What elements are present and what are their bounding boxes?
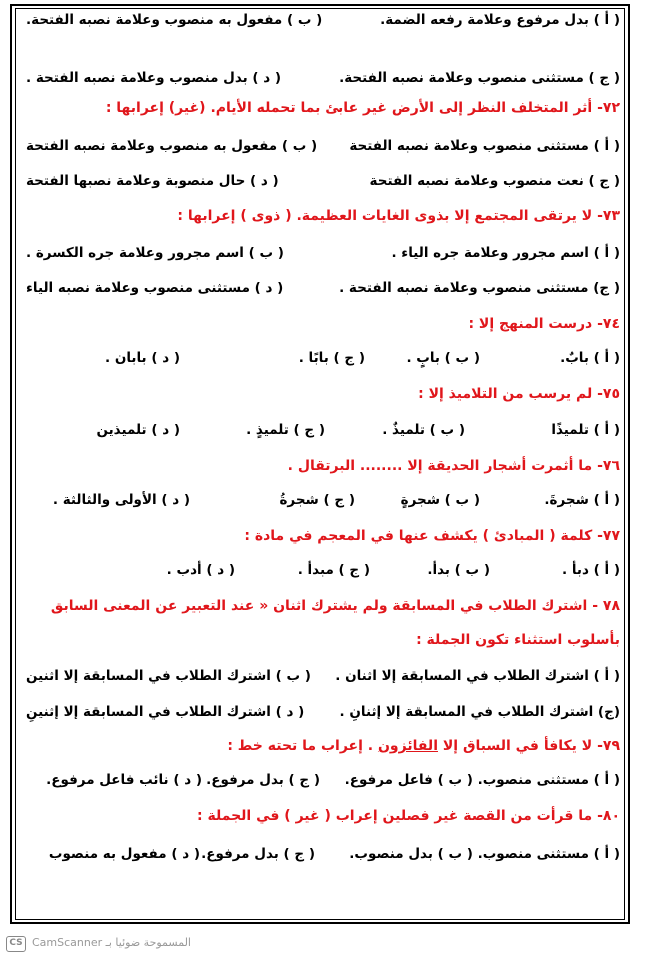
question-76: ٧٦- ما أثمرت أشجار الحديقة إلا ........ البرتقال .	[287, 458, 620, 474]
option-d: ( د ) نائب فاعل مرفوع.	[46, 772, 202, 788]
option-c: ( ج ) شجرةُ	[279, 492, 355, 508]
option-c: ( ج ) نعت منصوب وعلامة نصبه الفتحة	[369, 173, 620, 189]
question-72: ٧٢- أثر المتخلف النظر إلى الأرض غير عابئ بما تحمله الأيام. (غير) إعرابها :	[105, 100, 620, 116]
q71-options-row-1	[26, 12, 620, 28]
option-b: ( ب ) تلميذٌ .	[382, 422, 465, 438]
option-d: ( د ) تلميذين	[96, 422, 180, 438]
option-d: ( د ) أدب .	[166, 562, 235, 578]
q78-options-row-2	[26, 704, 620, 720]
option-b: ( ب ) شجرةٍ	[400, 492, 480, 508]
option-a: ( أ ) بابٌ.	[560, 350, 620, 366]
q73-options-row-2	[26, 280, 620, 296]
option-d: ( د ) اشترك الطلاب في المسابقة إلا إثنينِ	[26, 704, 305, 720]
question-73: ٧٣- لا يرتقى المجتمع إلا بذوى الغايات العظيمة. ( ذوى ) إعرابها :	[177, 208, 620, 224]
option-a: ( أ ) شجرةَ.	[544, 492, 620, 508]
option-a: ( أ ) بدل مرفوع وعلامة رفعه الضمة.	[380, 12, 620, 28]
option-a: ( أ ) مستثنى منصوب وعلامة نصبه الفتحة	[349, 138, 620, 154]
option-c: ( ج ) مستثنى منصوب وعلامة نصبه الفتحة.	[339, 70, 620, 86]
question-75: ٧٥- لم يرسب من التلاميذ إلا :	[418, 386, 620, 402]
question-74: ٧٤- درست المنهج إلا :	[468, 316, 620, 332]
option-b: ( ب ) مفعول به منصوب وعلامة نصبه الفتحة.	[26, 12, 323, 28]
option-d: ( د ) بابان .	[105, 350, 180, 366]
option-a: ( أ ) تلميذًا	[551, 422, 620, 438]
question-78-cont: بأسلوب استثناء تكون الجملة :	[416, 632, 620, 648]
q72-options-row-2	[26, 173, 620, 189]
option-b: ( ب ) مفعول به منصوب وعلامة نصبه الفتحة	[26, 138, 318, 154]
option-a: ( أ ) اشترك الطلاب في المسابقة إلا اثنان .	[335, 668, 620, 684]
option-a: ( أ ) اسم مجرور وعلامة جره الياء .	[391, 245, 620, 261]
option-d: ( د ) مستثنى منصوب وعلامة نصبه الياء	[26, 280, 284, 296]
option-b: ( ب ) بابٍ .	[406, 350, 480, 366]
q78-options-row-1	[26, 668, 620, 684]
option-c: ( ج ) بدل مرفوع.	[206, 772, 320, 788]
q73-options-row-1	[26, 245, 620, 261]
question-77: ٧٧- كلمة ( المبادئ ) يكشف عنها في المعجم في مادة :	[244, 528, 620, 544]
option-c: (ج) اشترك الطلاب في المسابقة إلا إثنانِ .	[339, 704, 620, 720]
option-c: ( ج ) مبدأ .	[297, 562, 370, 578]
option-d: ( د ) الأولى والثالثة .	[52, 492, 190, 508]
option-a-b: ( أ ) مستثنى منصوب. ( ب ) فاعل مرفوع.	[344, 772, 620, 788]
option-a-b: ( أ ) مستثنى منصوب. ( ب ) بدل منصوب.	[349, 846, 620, 862]
camscanner-logo-icon: CS	[6, 936, 26, 952]
option-c: ( ج) مستثنى منصوب وعلامة نصبه الفتحة .	[339, 280, 620, 296]
q72-options-row-1	[26, 138, 620, 154]
option-b: ( ب ) بدأ.	[427, 562, 490, 578]
question-80: ٨٠- ما قرأت من القصة غير فصلين إعراب ( غير ) في الجملة :	[197, 808, 620, 824]
option-b: ( ب ) اشترك الطلاب في المسابقة إلا اثنين	[26, 668, 311, 684]
q71-options-row-2	[26, 70, 620, 86]
option-a: ( أ ) دبأ .	[562, 562, 620, 578]
question-79: ٧٩- لا يكافأ في السباق إلا الفائزون . إعراب ما تحته خط :	[227, 738, 620, 754]
option-c: ( ج ) بابًا .	[298, 350, 365, 366]
underlined-word: الفائزون	[377, 738, 438, 754]
option-d: ( د ) حال منصوبة وعلامة نصبها الفتحة	[26, 173, 279, 189]
option-d: ( د ) بدل منصوب وعلامة نصبه الفتحة .	[26, 70, 282, 86]
option-c: ( ج ) تلميذٍ .	[246, 422, 325, 438]
option-b: ( ب ) اسم مجرور وعلامة جره الكسرة .	[26, 245, 284, 261]
option-d: ( د ) مفعول به منصوب	[48, 846, 200, 862]
camscanner-footer	[6, 934, 306, 954]
question-78: ٧٨ - اشترك الطلاب في المسابقة ولم يشترك اثنان « عند التعبير عن المعنى السابق	[50, 598, 620, 614]
option-c: ( ج ) بدل مرفوع.	[201, 846, 315, 862]
camscanner-watermark: CamScanner المسموحة ضوئيا بـ	[32, 936, 191, 949]
